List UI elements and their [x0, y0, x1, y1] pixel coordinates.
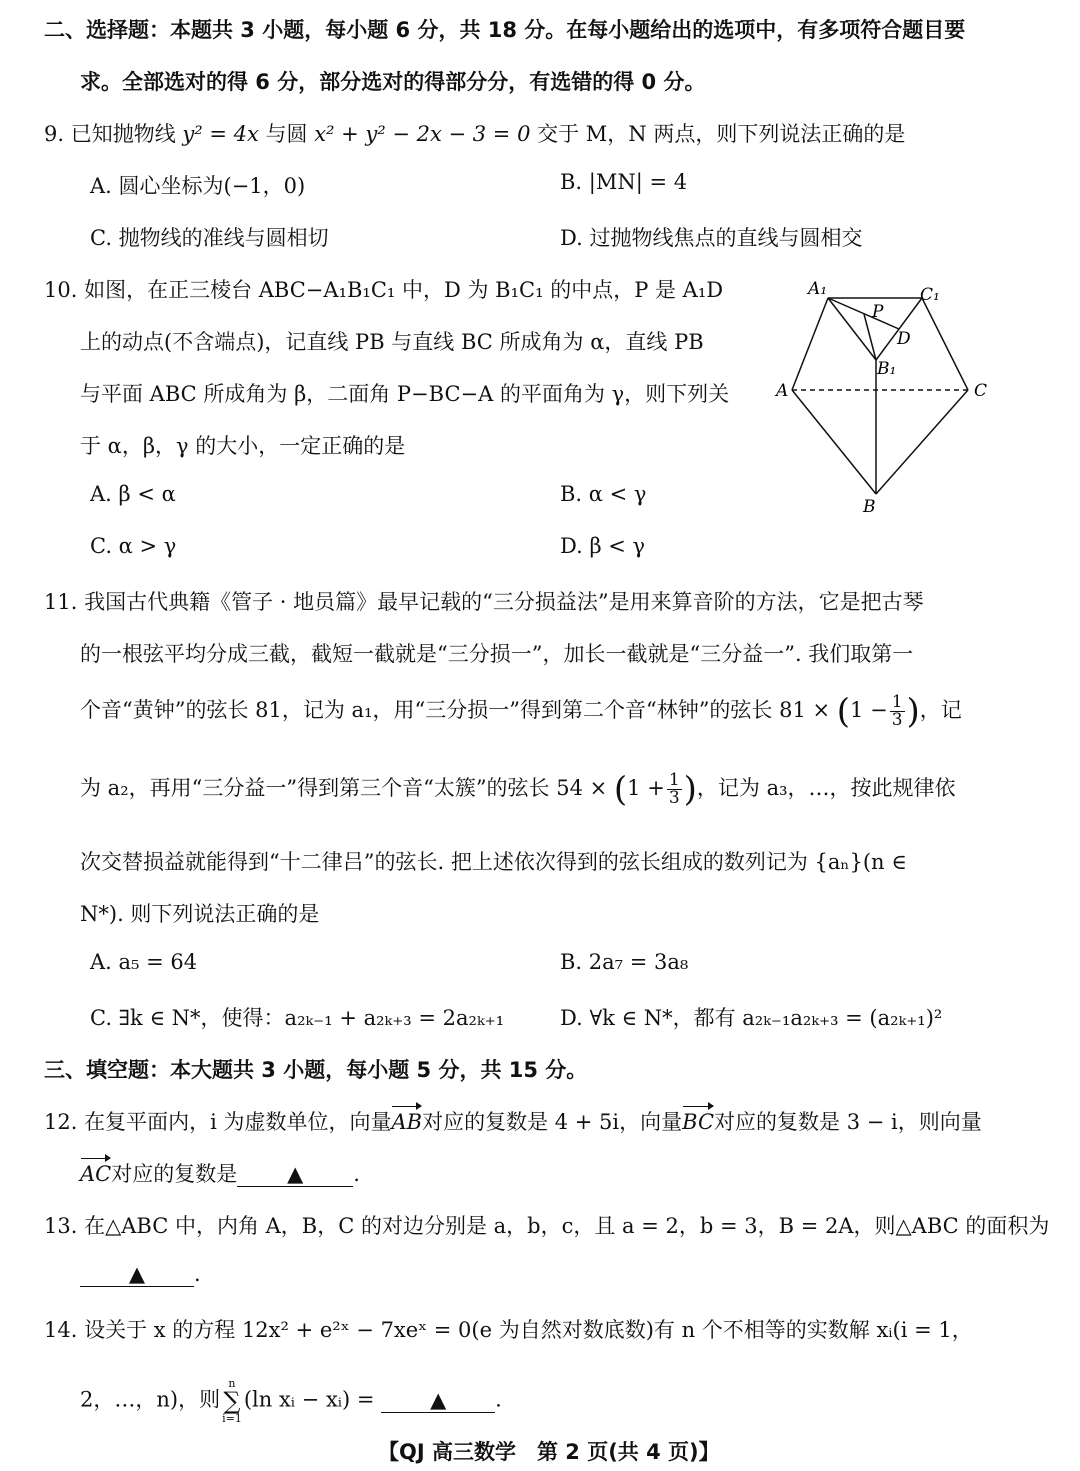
q11-line3-inner: 1 −: [850, 698, 888, 722]
q9-stem-pre: 9. 已知抛物线: [44, 122, 183, 146]
q10-stem-line2: 上的动点(不含端点)，记直线 PB 与直线 BC 所成角为 α，直线 PB: [80, 330, 704, 354]
q11-line3-post: ，记: [919, 698, 962, 722]
q11-stem-line2: 的一根弦平均分成三截，截短一截就是“三分损一”，加长一截就是“三分益一”. 我们取第一: [80, 642, 914, 666]
q9-stem-mid: 与圆: [258, 122, 315, 146]
q9-parabola-eq: y² = 4x: [182, 122, 259, 146]
vector-ab: AB: [391, 1110, 423, 1134]
q12-stem: [44, 1106, 982, 1136]
q13-stem: 13. 在△ABC 中，内角 A，B，C 的对边分别是 a，b，c，且 a = 2，b = 3，B = 2A，则△ABC 的面积为: [44, 1214, 1050, 1238]
q12-mid2: 对应的复数是 3 − i，则向量: [714, 1110, 982, 1134]
q10-option-d: D. β < γ: [560, 534, 646, 558]
q11-stem-line1: 11. 我国古代典籍《管子 · 地员篇》最早记载的“三分损益法”是用来算音阶的方法，它是把古琴: [44, 590, 924, 614]
section2-heading-line2: 求。全部选对的得 6 分，部分选对的得部分分，有选错的得 0 分。: [80, 70, 706, 94]
vector-ac: AC: [80, 1162, 112, 1186]
q11-option-d: D. ∀k ∈ N*，都有 a₂ₖ₋₁a₂ₖ₊₃ = (a₂ₖ₊₁)²: [560, 1006, 943, 1030]
q10-stem-line3: 与平面 ABC 所成角为 β，二面角 P−BC−A 的平面角为 γ，则下列关: [80, 382, 730, 406]
label-b: B: [863, 497, 876, 517]
q9-option-a: A. 圆心坐标为(−1，0): [90, 174, 306, 198]
q11-line3-pre: 个音“黄钟”的弦长 81，记为 a₁，用“三分损一”得到第二个音“林钟”的弦长 81 ×: [80, 698, 837, 722]
q11-option-a: A. a₅ = 64: [90, 950, 198, 974]
q12-post: 对应的复数是: [111, 1162, 238, 1186]
q10-option-a: A. β < α: [90, 482, 176, 506]
q14-stem-line2: 2，…，n)，则 n ∑ i=1 (ln xᵢ − xᵢ) = ▲ .: [80, 1377, 502, 1425]
page-footer: 【QJ 高三数学 第 2 页(共 4 页)】: [378, 1440, 720, 1464]
q14-line2-pre: 2，…，n)，则: [80, 1387, 221, 1412]
label-c: C: [974, 381, 988, 401]
segment-a1d: [828, 298, 899, 329]
q10-option-c: C. α > γ: [90, 534, 177, 558]
label-a: A: [776, 381, 789, 401]
edge-aa1: [792, 298, 828, 390]
q11-stem-line5: 次交替损益就能得到“十二律吕”的弦长. 把上述依次得到的弦长组成的数列记为 {aₙ}(n ∈: [80, 850, 907, 874]
vector-bc: BC: [682, 1110, 715, 1134]
q9-stem-post: 交于 M，N 两点，则下列说法正确的是: [530, 122, 906, 146]
q11-option-c: C. ∃k ∈ N*，使得：a₂ₖ₋₁ + a₂ₖ₊₃ = 2a₂ₖ₊₁: [90, 1006, 505, 1030]
q13-stem-line2: ▲ .: [80, 1262, 201, 1287]
edge-cb: [876, 390, 968, 494]
q9-option-b: B. |MN| = 4: [560, 170, 688, 194]
q12-mid1: 对应的复数是 4 + 5i，向量: [422, 1110, 683, 1134]
edge-cc1: [922, 298, 968, 390]
label-a1: A₁: [808, 279, 828, 299]
q11-line4-pre: 为 a₂，再用“三分益一”得到第三个音“太簇”的弦长 54 ×: [80, 776, 614, 800]
frustum-figure: [770, 272, 1000, 522]
q9-option-c: C. 抛物线的准线与圆相切: [90, 226, 329, 250]
q12-answer-blank[interactable]: ▲: [237, 1162, 353, 1187]
q9-option-d: D. 过抛物线焦点的直线与圆相交: [560, 226, 863, 250]
edge-a1b1: [828, 298, 876, 360]
q11-stem-line3: 个音“黄钟”的弦长 81，记为 a₁，用“三分损一”得到第二个音“林钟”的弦长 81 × (1 − $\frac{1}{3}$ )，记: [80, 691, 962, 732]
q12-stem-line2: AC对应的复数是 ▲ .: [80, 1162, 360, 1186]
edge-ab: [792, 390, 876, 494]
summation-sign: n ∑ i=1: [222, 1377, 242, 1425]
q11-line4-inner: 1 +: [627, 776, 665, 800]
q12-pre: 12. 在复平面内，i 为虚数单位，向量: [44, 1110, 392, 1134]
q9-stem: [44, 118, 905, 148]
q11-stem-line4: 为 a₂，再用“三分益一”得到第三个音“太簇”的弦长 54 × (1 + $\frac{1}{3}$ )，记为 a₃，…，按此规律依: [80, 769, 956, 810]
label-p: P: [872, 302, 884, 322]
q11-option-b: B. 2a₇ = 3a₈: [560, 950, 689, 974]
q13-answer-blank[interactable]: ▲: [80, 1262, 194, 1287]
q10-stem-line4: 于 α，β，γ 的大小，一定正确的是: [80, 434, 406, 458]
label-b1: B₁: [877, 359, 897, 379]
q9-circle-eq: x² + y² − 2x − 3 = 0: [314, 122, 531, 146]
q14-answer-blank[interactable]: ▲: [381, 1388, 495, 1413]
q10-stem-line1: 10. 如图，在正三棱台 ABC−A₁B₁C₁ 中，D 为 B₁C₁ 的中点，P 是 A₁D: [44, 278, 724, 302]
q10-option-b: B. α < γ: [560, 482, 647, 506]
q11-line4-post: ，记为 a₃，…，按此规律依: [696, 776, 956, 800]
section2-heading-line1: 二、选择题：本题共 3 小题，每小题 6 分，共 18 分。在每小题给出的选项中，有多项符合题目要: [44, 18, 966, 42]
q14-stem: 14. 设关于 x 的方程 12x² + e²ˣ − 7xeˣ = 0(e 为自然对数底数)有 n 个不相等的实数解 xᵢ(i = 1，: [44, 1318, 973, 1342]
label-c1: C₁: [920, 285, 940, 305]
fraction-one-third-2: $\frac{1}{3}$: [668, 770, 680, 808]
q14-line2-expr: (ln xᵢ − xᵢ) =: [243, 1387, 375, 1412]
fraction-one-third: $\frac{1}{3}$: [891, 692, 903, 730]
q11-stem-line6: N*). 则下列说法正确的是: [80, 902, 320, 926]
section3-heading: 三、填空题：本大题共 3 小题，每小题 5 分，共 15 分。: [44, 1058, 588, 1082]
label-d: D: [897, 329, 911, 349]
